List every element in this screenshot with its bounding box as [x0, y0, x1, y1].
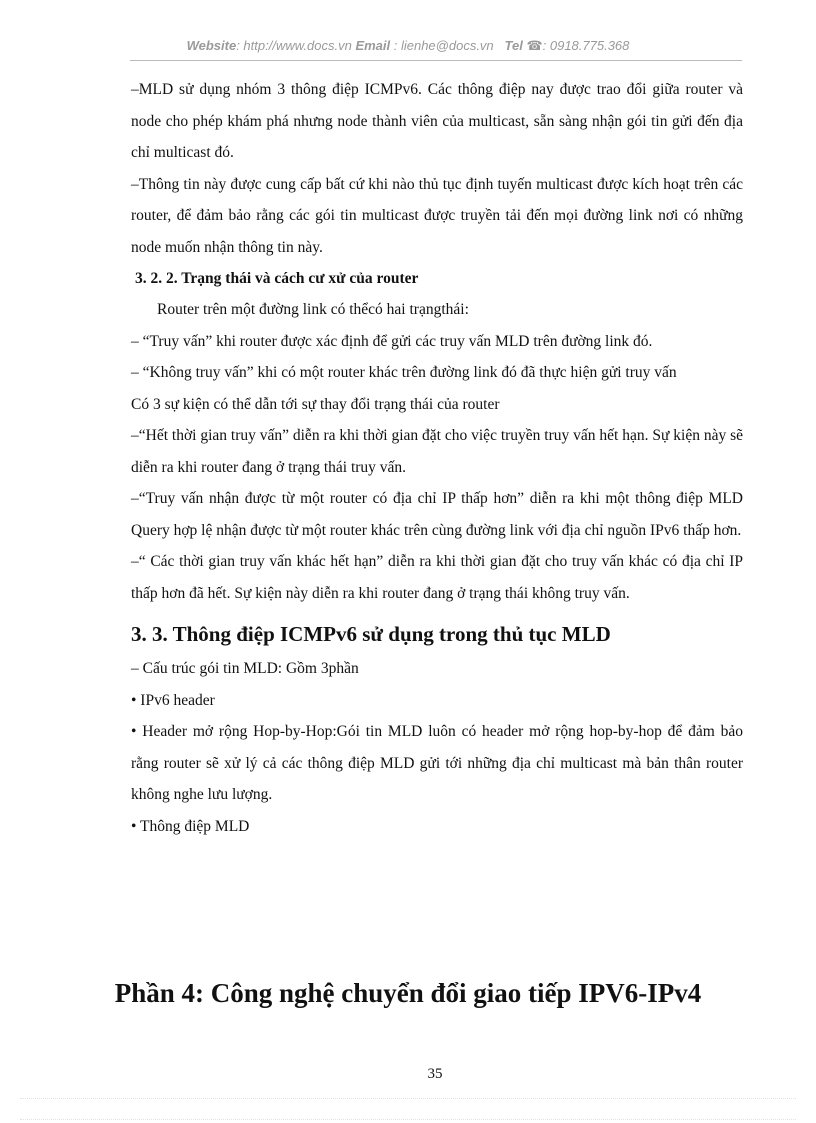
bullet-ipv6-header: • IPv6 header — [131, 691, 215, 709]
footer-dotted-line — [20, 1098, 796, 1099]
tel-label: Tel — [504, 38, 523, 53]
website-value: : http://www.docs.vn — [236, 38, 352, 53]
paragraph-7: –“Hết thời gian truy vấn” diễn ra khi thời gian đặt cho việc truyền truy vấn hết hạn. Sự kiện này sẽ diễn ra khi router đang ở trạng thái truy vấn. — [131, 427, 743, 476]
page-number: 35 — [427, 1066, 443, 1082]
bullet-hop-by-hop: • Header mở rộng Hop-by-Hop:Gói tin MLD luôn có header mở rộng hop-by-hop để đảm bảo rằng router sẽ xử lý cả các thông điệp MLD gửi tới những địa chỉ multicast mà bản thân router không nghe lưu lượng. — [131, 723, 743, 803]
paragraph-8: –“Truy vấn nhận được từ một router có địa chỉ IP thấp hơn” diễn ra khi một thông điệp MLD Query hợp lệ nhận được từ một router khác trên cùng đường link với địa chỉ nguồn IPv6 thấp hơn. — [131, 490, 743, 539]
email-value: : lienhe@docs.vn — [390, 38, 494, 53]
subsection-heading: 3. 2. 2. Trạng thái và cách cư xử của router — [135, 270, 419, 287]
header-divider — [130, 60, 742, 61]
paragraph-10: – Cấu trúc gói tin MLD: Gồm 3phần — [131, 660, 359, 677]
footer-dotted-line-bottom — [20, 1119, 796, 1120]
paragraph-3: Router trên một đường link có thểcó hai trạngthái: — [157, 301, 469, 318]
website-label: Website — [186, 38, 237, 53]
paragraph-4: – “Truy vấn” khi router được xác định để gửi các truy vấn MLD trên đường link đó. — [131, 332, 653, 350]
phone-icon: ☎ — [526, 38, 543, 53]
paragraph-2: –Thông tin này được cung cấp bất cứ khi nào thủ tục định tuyến multicast được kích hoạt trên các router, để đảm bảo rằng các gói tin multicast được truyền tải đến mọi đường link nơi có những node muốn nhận thông tin này. — [131, 175, 743, 256]
section-heading: 3. 3. Thông điệp ICMPv6 sử dụng trong thủ tục MLD — [131, 622, 611, 646]
paragraph-1: –MLD sử dụng nhóm 3 thông điệp ICMPv6. Các thông điệp nay được trao đổi giữa router và node cho phép khám phá nhưng node thành viên của multicast, sẵn sàng nhận gói tin gửi đến địa chỉ multicast đó. — [131, 81, 743, 161]
paragraph-9: –“ Các thời gian truy vấn khác hết hạn” diễn ra khi thời gian đặt cho truy vấn khác có địa chỉ IP thấp hơn đã hết. Sự kiện này diễn ra khi router đang ở trạng thái không truy vấn. — [131, 553, 743, 602]
page-header — [0, 38, 816, 54]
document-body — [131, 74, 743, 842]
email-label: Email — [355, 38, 391, 53]
paragraph-5: – “Không truy vấn” khi có một router khác trên đường link đó đã thực hiện gửi truy vấn — [131, 364, 677, 381]
part-title: Phần 4: Công nghệ chuyển đổi giao tiếp IPV6-IPv4 — [114, 978, 702, 1008]
bullet-mld-message: • Thông điệp MLD — [131, 817, 250, 835]
paragraph-6: Có 3 sự kiện có thể dẫn tới sự thay đổi trạng thái của router — [131, 395, 500, 413]
tel-value: : 0918.775.368 — [542, 38, 630, 53]
